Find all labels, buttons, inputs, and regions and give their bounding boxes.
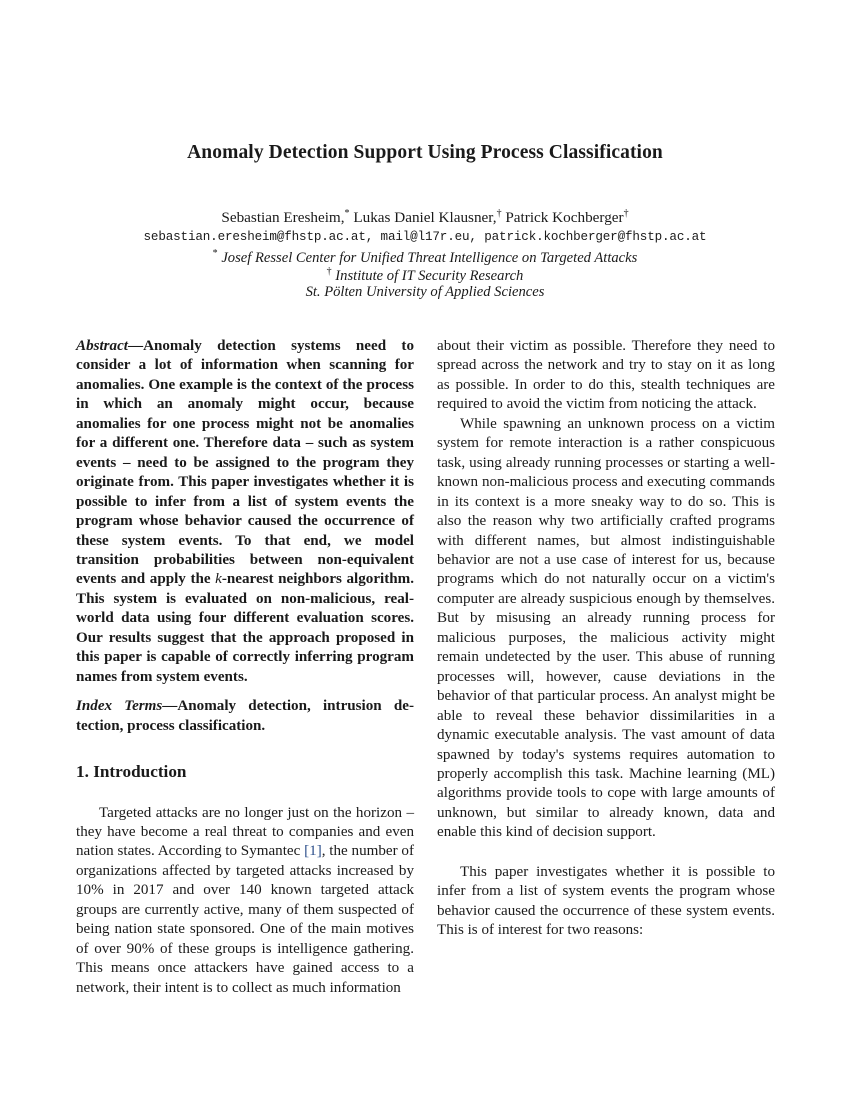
abstract-text: -nearest neighbors algorithm. This system is evaluated on non-malicious, real-world data using four different evaluation scores. Our results suggest that the approach proposed in this paper is capable of correctly inferring program names from system events. (76, 571, 414, 685)
affiliation-text: St. Pölten University of Applied Sciences (305, 284, 545, 300)
paper-title: Anomaly Detection Support Using Process Classification (187, 142, 663, 163)
affiliation (0, 266, 850, 285)
affiliation-text: Josef Ressel Center for Unified Threat Intelligence on Targeted Attacks (221, 249, 638, 266)
affiliation-text: Institute of IT Security Research (335, 267, 524, 284)
author-emails: sebastian.eresheim@fhstp.ac.at, mail@l17r.eu, patrick.kochberger@fhstp.ac.at (143, 230, 707, 244)
affiliation (0, 248, 850, 267)
spacer (76, 687, 414, 697)
right-column (437, 337, 775, 941)
author-mark: † (623, 208, 629, 219)
author-mark: † (496, 208, 502, 219)
affiliation-mark: † (326, 266, 332, 277)
abstract (76, 337, 414, 687)
body-paragraph: While spawning an unknown process on a victim system for remote interaction is a rather conspicuous task, using already running processes or starting a well-known non-malicious process and executing commands in its context is a more sneaky way to do so. This is also the reason why two artificially crafted programs with different names, but almost indistinguishable behavior are not a use case of interest for us, because programs which do not naturally occur on a victim's computer are already suspicious enough by themselves. But by misusing an already running process for malicious purposes, the malicious activity might remain undetected by the user. This abuse of running processes will, however, cause deviations in the behavior of that particular process. An analyst might be able to reveal these behavior dissimilarities in a dynamic executable analysis. The vast amount of data spawned by today's systems requires automation to properly accomplish this task. Machine learning (ML) algorithms provide tools to cope with large amounts of unknown, but similar to already known, data and enable this kind of decision support. (437, 415, 775, 841)
section-heading: 1. Introduction (76, 762, 187, 782)
abstract-label: Abstract (76, 338, 128, 354)
index-terms-dash: — (162, 698, 178, 715)
citation-link[interactable]: [1] (304, 843, 322, 860)
body-paragraph: This paper investigates whether it is possible to infer from a list of system events the program whose behavior caused the occurrence of these system events. This is of interest for two reasons: (437, 863, 775, 939)
affiliation (0, 284, 850, 301)
author-mark: * (344, 208, 350, 219)
paragraph-text: Targeted attacks are no longer just on the horizon – they have become a real threat to companies and even nation states. According to Symantec (76, 804, 414, 860)
author-name: Sebastian Eresheim, (221, 209, 345, 227)
index-terms-label: Index Terms (76, 698, 163, 715)
abstract-text: Anomaly detection systems need to consider a lot of information when scanning for anomalies. One example is the context of the process in which an anomaly might occur, because anomalies for one process might not be anomalies for a different one. Therefore data – such as system events – need to be assigned to the program they originate from. This paper investigates whether it is possible to infer from a list of system events the program whose behavior caused the occurrence of these system events. To that end, we model transition probabilities between non-equivalent events and apply the (76, 338, 414, 588)
author-name: Patrick Kochberger (505, 209, 624, 227)
author-line (0, 208, 850, 227)
index-terms-text: Anomaly detection, intrusion detection, process classification. (76, 698, 414, 734)
spacer (437, 843, 775, 863)
math-k: k (215, 571, 222, 588)
body-paragraph-continued: about their victim as possible. Therefore they need to spread across the network and try to stay on it as long as possible. In order to do this, stealth techniques are required to avoid the victim from noticing the attack. (437, 338, 775, 413)
abstract-dash: — (128, 338, 144, 354)
left-column (76, 337, 414, 998)
index-terms (76, 697, 414, 736)
body-paragraph (76, 804, 414, 999)
paragraph-text: , the number of organizations affected by targeted attacks increased by 10% in 2017 and over 140 known targeted attack groups are currently active, many of them suspected of being nation state sponsored. One of the main motives of over 90% of these groups is intelligence gathering. This means once attackers have gained access to a network, their intent is to collect as much information (76, 843, 414, 996)
author-name: Lukas Daniel Klausner, (353, 209, 497, 227)
affiliation-mark: * (212, 248, 218, 259)
